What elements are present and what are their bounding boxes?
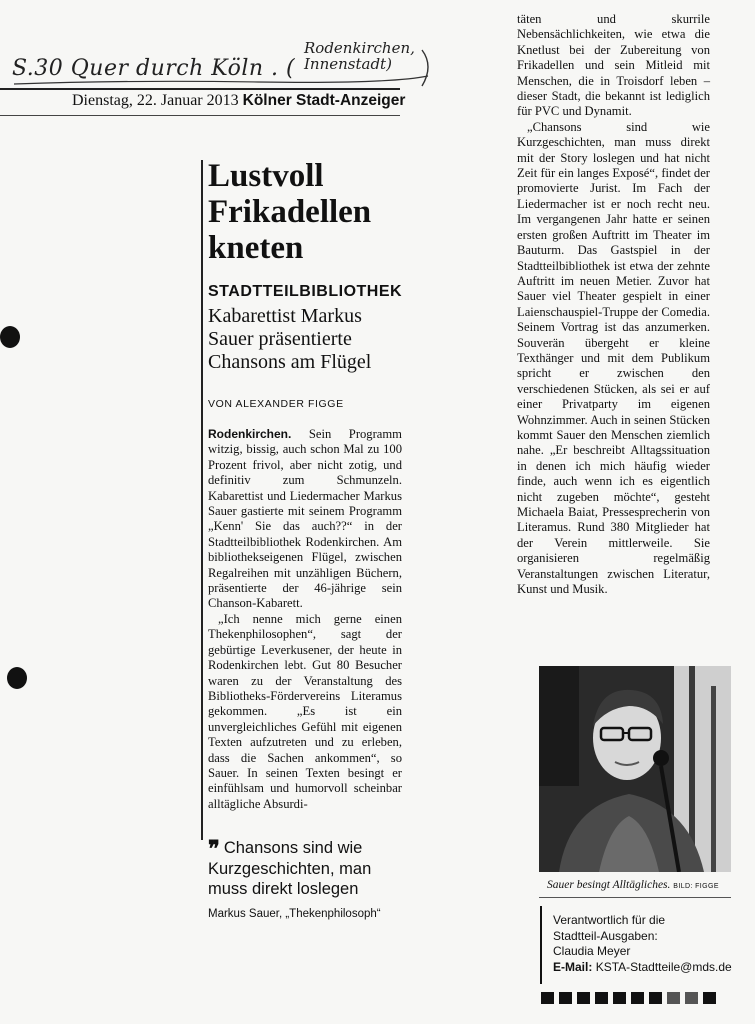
punch-hole-top xyxy=(0,326,20,348)
masthead xyxy=(72,92,405,110)
article-dateline: Rodenkirchen. xyxy=(208,427,292,441)
pullquote-author: Markus Sauer, „Thekenphilosoph“ xyxy=(208,908,381,920)
body-paragraph xyxy=(208,427,402,612)
square-mark xyxy=(649,992,662,1004)
article-subheadline: Kabarettist Markus Sauer präsentierte Chansons am Flügel xyxy=(208,305,372,373)
handwritten-main: S.30 Quer durch Köln . ( xyxy=(12,56,296,81)
headline-line-2: Frikadellen xyxy=(208,194,372,230)
square-mark xyxy=(559,992,572,1004)
masthead-rule-bottom xyxy=(0,115,400,116)
pullquote xyxy=(208,838,403,899)
photo-caption-text: Sauer besingt Alltägliches. xyxy=(547,879,671,891)
handwritten-note xyxy=(8,39,438,86)
square-mark xyxy=(613,992,626,1004)
responsible-line-1: Verantwortlich für die xyxy=(553,913,666,927)
newspaper-name: Kölner Stadt-Anzeiger xyxy=(242,92,406,109)
handwritten-location-1: Rodenkirchen, xyxy=(304,39,415,57)
section-kicker: STADTTEILBIBLIOTHEK xyxy=(208,283,403,300)
body-paragraph: „Chansons sind wie Kurzgeschichten, man muss direkt mit der Story loslegen und hat nicht Zeit für ein langes Exposé“, findet der promovierte Jurist. Im Fach der Liedermacher ist er noch recht neu. Im vergangenen Jahr hatte er seinen ersten großen Auftritt im Theater im Bauturm. Das Gastspiel in der Stadtteilbibliothek ist etwa der zehnte Auftritt im neuen Metier. Zuvor hat Sauer viel Theater gespielt in einer Laienschauspiel-Truppe der Comedia. Seinem Vortrag ist das anzumerken. Souverän übergeht er kleine Texthänger und mit dem Publikum spricht er zwischen den verschiedenen Stücken, als sei er auf einer Privatparty im eigenen Wohnzimmer. Auch in seinen Stücken kommt Sauer den Menschen ziemlich nahe. „Er beschreibt Alltagssituation in denen ich mich häufig wieder finde, auch wenn ich es eigentlich nicht zugeben möchte“, gesteht Michaela Baiat, Pressesprecherin von Literamus. Rund 380 Mitglieder hat der Verein mittlerweile. Sie organisieren regelmäßig Veranstaltungen zwischen Literatur, Kunst und Musik. xyxy=(517,119,710,597)
responsible-name: Claudia Meyer xyxy=(553,944,631,958)
square-mark xyxy=(703,992,716,1004)
headline-line-3: kneten xyxy=(208,230,304,266)
issue-date: Dienstag, 22. Januar 2013 xyxy=(72,92,239,109)
responsible-line-2: Stadtteil-Ausgaben: xyxy=(553,928,658,943)
masthead-rule-top xyxy=(0,88,400,90)
article-body-right xyxy=(517,12,710,597)
headline-line-1: Lustvoll xyxy=(208,158,324,194)
article-byline: VON ALEXANDER FIGGE xyxy=(208,398,344,410)
email-label: E-Mail: xyxy=(553,959,593,974)
article-headline xyxy=(208,158,408,266)
info-box-rule xyxy=(539,897,731,898)
square-mark xyxy=(685,992,698,1004)
body-paragraph-text: Sein Programm witzig, bissig, auch schon Mal zu 100 Prozent frivol, aber nicht zotig, und definitiv zum Schmunzeln. Kabarettist und Liedermacher Markus Sauer gastierte mit seinem Programm „Kenn' Sie das auch??“ in der Stadtteilbibliothek Rodenkirchen. Am bibliothekseigenen Flügel, zwischen Regalreihen mit unzähligen Büchern, präsentierte der 46-jährige sein Chanson-Kabarett. xyxy=(208,427,402,611)
pullquote-text: Chansons sind wie Kurzgeschichten, man muss direkt loslegen xyxy=(208,839,372,898)
article-photo xyxy=(539,666,731,872)
photo-credit: BILD: FIGGE xyxy=(673,883,719,890)
column-rule xyxy=(201,160,203,840)
decorative-squares xyxy=(541,992,716,1004)
square-mark xyxy=(577,992,590,1004)
body-paragraph: „Ich nenne mich gerne einen Thekenphilosophen“, sagt der gebürtige Leverkusener, der heute in Rodenkirchen lebt. Gut 80 Besucher waren zu der Veranstaltung des Bibliotheks-Fördervereins Literamus gekommen. „Es ist ein unvergleichliches Gefühl mit eigenen Texten aufzutreten und zu erleben, dass die Sachen ankommen“, so Sauer. In seinen Texten besingt er einfühlsam und humorvoll scheinbar alltägliche Absurdi- xyxy=(208,611,402,811)
photo-illustration xyxy=(539,666,731,872)
responsible-info xyxy=(553,913,733,975)
square-mark xyxy=(631,992,644,1004)
handwritten-location-2: Innenstadt) xyxy=(304,55,392,73)
quote-mark-icon: ❞ xyxy=(208,836,220,861)
square-mark xyxy=(667,992,680,1004)
punch-hole-bottom xyxy=(7,667,27,689)
responsible-email-row xyxy=(553,960,733,976)
info-box-bar xyxy=(540,906,542,984)
email-address[interactable]: KSTA-Stadtteile@mds.de xyxy=(595,959,732,974)
square-mark xyxy=(541,992,554,1004)
body-paragraph: täten und skurrile Nebensächlichkeiten, wie etwa die Knetlust bei der Zubereitung von Frikadellen und sein Mitleid mit Menschen, die in Troisdorf leben – dieser Stadt, die bekannt ist lediglich für PVC und Dynamit. xyxy=(517,12,710,119)
article-body-left xyxy=(208,427,402,812)
photo-caption xyxy=(547,879,719,891)
square-mark xyxy=(595,992,608,1004)
handwritten-locations xyxy=(304,40,415,72)
